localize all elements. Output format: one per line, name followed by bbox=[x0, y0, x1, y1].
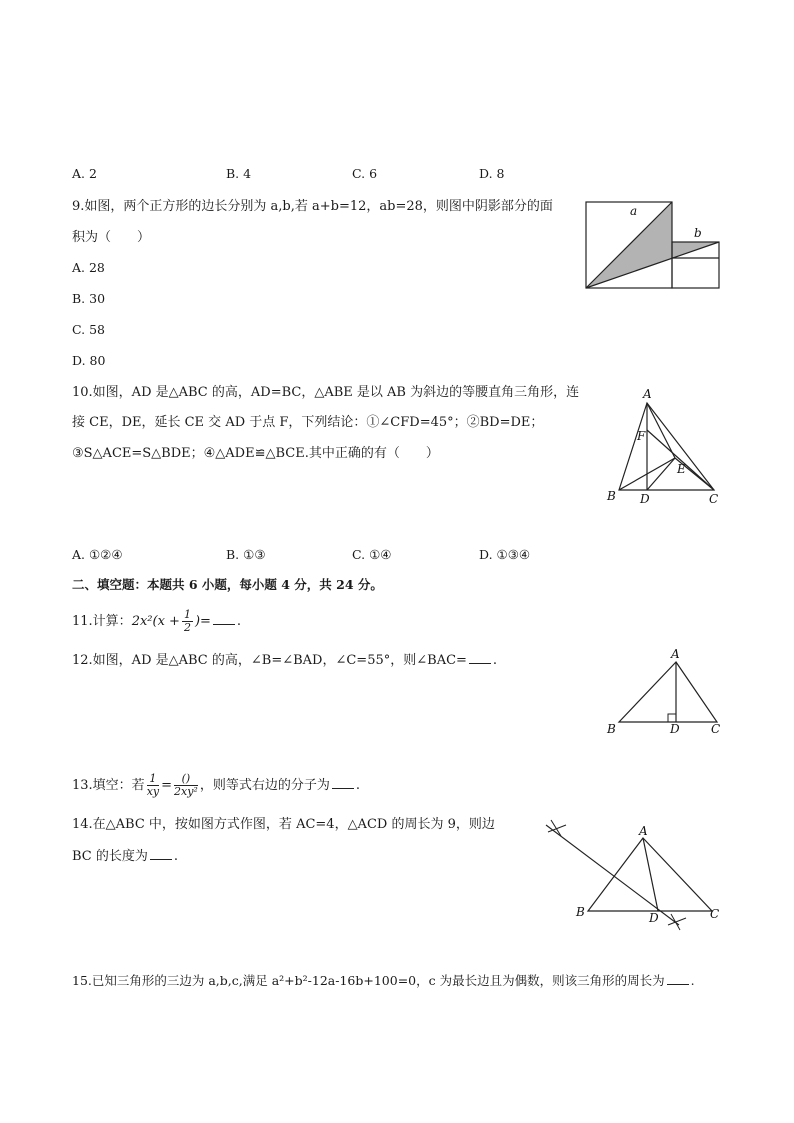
q9-option-b: B. 30 bbox=[72, 291, 106, 306]
q10-label-d: D bbox=[640, 492, 650, 506]
q10-option-d: D. ①③④ bbox=[479, 547, 531, 562]
q8-option-d: D. 8 bbox=[479, 166, 505, 181]
q13-equals: = bbox=[161, 778, 173, 793]
q14-label-c: C bbox=[710, 907, 720, 921]
q9-stem-line1: 9.如图，两个正方形的边长分别为 a,b,若 a+b=12，ab=28，则图中阴影部分的面 bbox=[72, 199, 553, 214]
q12-label-a: A bbox=[671, 647, 680, 661]
q13-suffix: ，则等式右边的分子为 bbox=[199, 778, 330, 793]
q10-option-b: B. ①③ bbox=[226, 547, 266, 562]
q12-suffix: . bbox=[492, 653, 498, 668]
q15-text: 15.已知三角形的三边为 a,b,c,满足 a²+b²-12a-16b+100=0，c 为最长边且为偶数，则该三角形的周长为 bbox=[72, 973, 665, 988]
q13-frac1-den: xy bbox=[146, 785, 160, 798]
q11-expr-right: )= bbox=[194, 614, 211, 629]
q13-frac2-den: 2xy² bbox=[174, 785, 198, 798]
q10-label-c: C bbox=[709, 492, 719, 506]
q12-label-c: C bbox=[711, 722, 721, 736]
q10-label-b: B bbox=[607, 489, 616, 503]
q14-line2-text: BC 的长度为 bbox=[72, 849, 148, 864]
q13-frac2-num: () bbox=[174, 773, 198, 786]
q12-label-b: B bbox=[607, 722, 616, 736]
q8-option-c: C. 6 bbox=[352, 166, 378, 181]
q12-text: 12.如图，AD 是△ABC 的高，∠B=∠BAD，∠C=55°，则∠BAC= bbox=[72, 653, 467, 668]
q10-stem-line2: 接 CE，DE，延长 CE 交 AD 于点 F，下列结论：①∠CFD=45°；②BD=DE； bbox=[72, 415, 544, 430]
q15-stem bbox=[72, 972, 695, 990]
q15-end: . bbox=[690, 973, 695, 988]
q14-stem-line1: 14.在△ABC 中，按如图方式作图，若 AC=4，△ACD 的周长为 9，则边 bbox=[72, 817, 495, 832]
q10-option-c: C. ①④ bbox=[352, 547, 392, 562]
q14-perpendicular-bisector bbox=[546, 825, 679, 925]
q11-expr-left: 2x²(x + bbox=[131, 614, 180, 629]
q10-label-e: E bbox=[677, 462, 686, 476]
section-title-fill-in: 二、填空题：本题共 6 小题，每小题 4 分，共 24 分。 bbox=[72, 577, 383, 592]
q10-label-a: A bbox=[643, 387, 652, 401]
q15-answer-blank[interactable] bbox=[667, 972, 689, 985]
q9-option-c: C. 58 bbox=[72, 322, 105, 337]
q11-prefix: 11.计算： bbox=[72, 614, 132, 629]
q10-stem-line3: ③S△ACE=S△BDE；④△ADE≌△BCE.其中正确的有（ ） bbox=[72, 446, 439, 461]
q14-label-b: B bbox=[576, 905, 585, 919]
q10-stem-line1: 10.如图，AD 是△ABC 的高，AD=BC，△ABE 是以 AB 为斜边的等腰直角三角形，连 bbox=[72, 385, 580, 400]
q9-label-b: b bbox=[694, 226, 702, 240]
q11-frac-num: 1 bbox=[183, 608, 191, 621]
q14-label-a: A bbox=[639, 824, 648, 838]
q13-prefix: 13.填空：若 bbox=[72, 778, 145, 793]
q10-label-f: F bbox=[637, 429, 646, 443]
q9-option-a: A. 28 bbox=[72, 260, 105, 275]
q11-frac-den: 2 bbox=[183, 621, 191, 634]
q8-option-a: A. 2 bbox=[72, 166, 97, 181]
q8-option-b: B. 4 bbox=[226, 166, 252, 181]
q13-frac1-num: 1 bbox=[147, 773, 159, 786]
q9-option-d: D. 80 bbox=[72, 353, 106, 368]
q10-option-a: A. ①②④ bbox=[72, 547, 123, 562]
q9-stem-line2: 积为（ ） bbox=[72, 230, 151, 245]
q14-label-d: D bbox=[649, 911, 659, 925]
q12-label-d: D bbox=[670, 722, 680, 736]
q14-end: . bbox=[173, 849, 179, 864]
q11-suffix: . bbox=[236, 614, 242, 629]
q9-label-a: a bbox=[630, 204, 638, 218]
q13-end: . bbox=[355, 778, 360, 793]
